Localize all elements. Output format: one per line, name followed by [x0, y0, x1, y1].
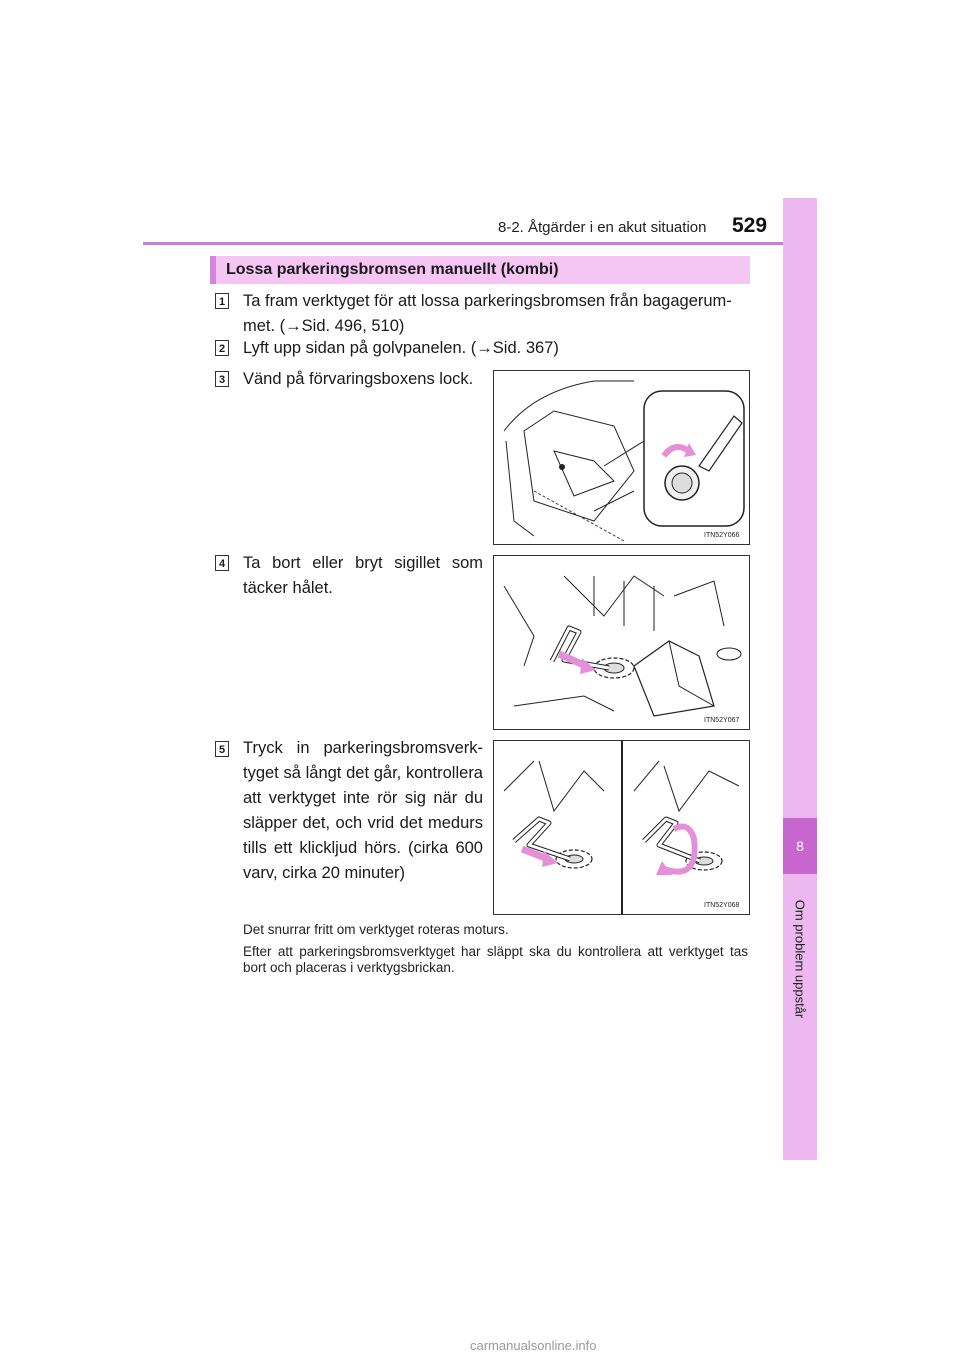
step-3-text: Vänd på förvaringsboxens lock. — [243, 370, 474, 388]
seal-removal-illustration — [494, 556, 749, 729]
step-2-text: Lyft upp sidan på golvpanelen. (→Sid. 367) — [243, 339, 559, 357]
step-1-text-continued: met. (→Sid. 496, 510) — [243, 317, 405, 335]
note-counterclockwise: Det snurrar fritt om verktyget roteras moturs. — [243, 922, 509, 937]
step-number-3: 3 — [215, 371, 229, 387]
figure-storage-box-lid — [493, 370, 750, 545]
footer-watermark: carmanualsonline.info — [470, 1338, 597, 1353]
figure-3-code: ITN52Y068 — [704, 902, 740, 909]
step-1-text: Ta fram verktyget för att lossa parkeringsbromsen från bagagerum- — [243, 292, 732, 310]
step-4-text: Ta bort eller bryt sigillet som täcker hålet. — [243, 554, 483, 597]
figure-tool-rotation — [493, 740, 750, 915]
header-divider — [143, 242, 816, 245]
figure-2-code: ITN52Y067 — [704, 717, 740, 724]
step-number-4: 4 — [215, 555, 229, 571]
step-number-1: 1 — [215, 293, 229, 309]
page-number: 529 — [732, 214, 768, 237]
chapter-number-tab[interactable]: 8 — [783, 818, 817, 874]
step-5-text: Tryck in parkeringsbromsverktyget så långt det går, kontrollera att verktyget inte rör sig när du släpper det, och vrid det medurs tills ett klickljud hörs. (cirka 600 varv, cirka 20 minuter) — [243, 739, 483, 882]
chapter-title-label: Om problem uppstår — [792, 899, 808, 1019]
header-section-title: 8-2. Åtgärder i en akut situation — [498, 219, 707, 236]
step-number-2: 2 — [215, 340, 229, 356]
figure-seal-removal — [493, 555, 750, 730]
chapter-title-tab[interactable] — [783, 874, 817, 1044]
section-title: Lossa parkeringsbromsen manuellt (kombi) — [210, 256, 750, 284]
note-return-tool: Efter att parkeringsbromsverktyget har släppt ska du kontrollera att verktyget tas bort och placeras i verktygsbrickan. — [243, 944, 748, 975]
storage-box-illustration — [494, 371, 749, 544]
side-tab-upper — [783, 198, 817, 818]
figure-1-code: ITN52Y066 — [704, 532, 740, 539]
step-number-5: 5 — [215, 741, 229, 757]
tool-rotation-illustration — [494, 741, 749, 914]
